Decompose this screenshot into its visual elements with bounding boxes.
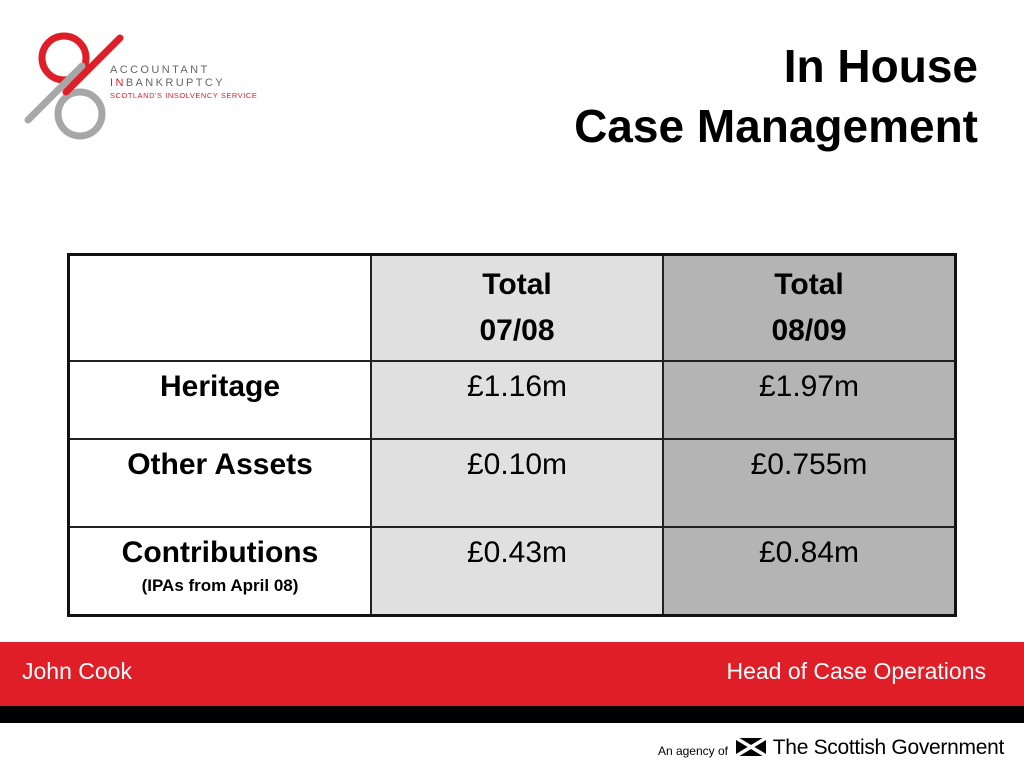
row-value-0708: £0.10m: [371, 439, 663, 527]
footer-red-band: [0, 642, 1024, 706]
slide-title: [574, 36, 978, 156]
row-value-0809: £1.97m: [663, 361, 956, 439]
row-label: Contributions (IPAs from April 08): [69, 527, 372, 616]
header-cell-total-0809: Total 08/09: [663, 255, 956, 362]
row-value-0809: £0.755m: [663, 439, 956, 527]
logo-line-inbankruptcy: INBANKRUPTCY: [110, 77, 225, 89]
agency-prefix: An agency of: [657, 744, 728, 758]
row-label: Heritage: [69, 361, 372, 439]
table-row: [69, 439, 956, 527]
logo-line-tagline: SCOTLAND'S INSOLVENCY SERVICE: [110, 91, 258, 100]
title-line-1: In House: [783, 40, 978, 92]
logo-line-accountant: ACCOUNTANT: [110, 64, 210, 76]
table-row: [69, 361, 956, 439]
row-value-0809: £0.84m: [663, 527, 956, 616]
row-value-0708: £0.43m: [371, 527, 663, 616]
presenter-name: John Cook: [22, 658, 132, 684]
aib-logo: [20, 28, 270, 148]
row-value-0708: £1.16m: [371, 361, 663, 439]
scottish-government-wordmark: The Scottish Government: [772, 736, 1004, 759]
header-cell-total-0708: Total 07/08: [371, 255, 663, 362]
case-management-table: [67, 253, 957, 617]
aib-logo-text: [110, 65, 257, 99]
presenter-role: Head of Case Operations: [726, 658, 986, 684]
table-row: [69, 527, 956, 616]
header-cell-empty: [69, 255, 372, 362]
table-header-row: [69, 255, 956, 362]
saltire-flag-icon: [736, 738, 766, 756]
title-line-2: Case Management: [574, 100, 978, 152]
row-label: Other Assets: [69, 439, 372, 527]
footer-black-band: [0, 706, 1024, 723]
row-sublabel: (IPAs from April 08): [141, 576, 299, 595]
